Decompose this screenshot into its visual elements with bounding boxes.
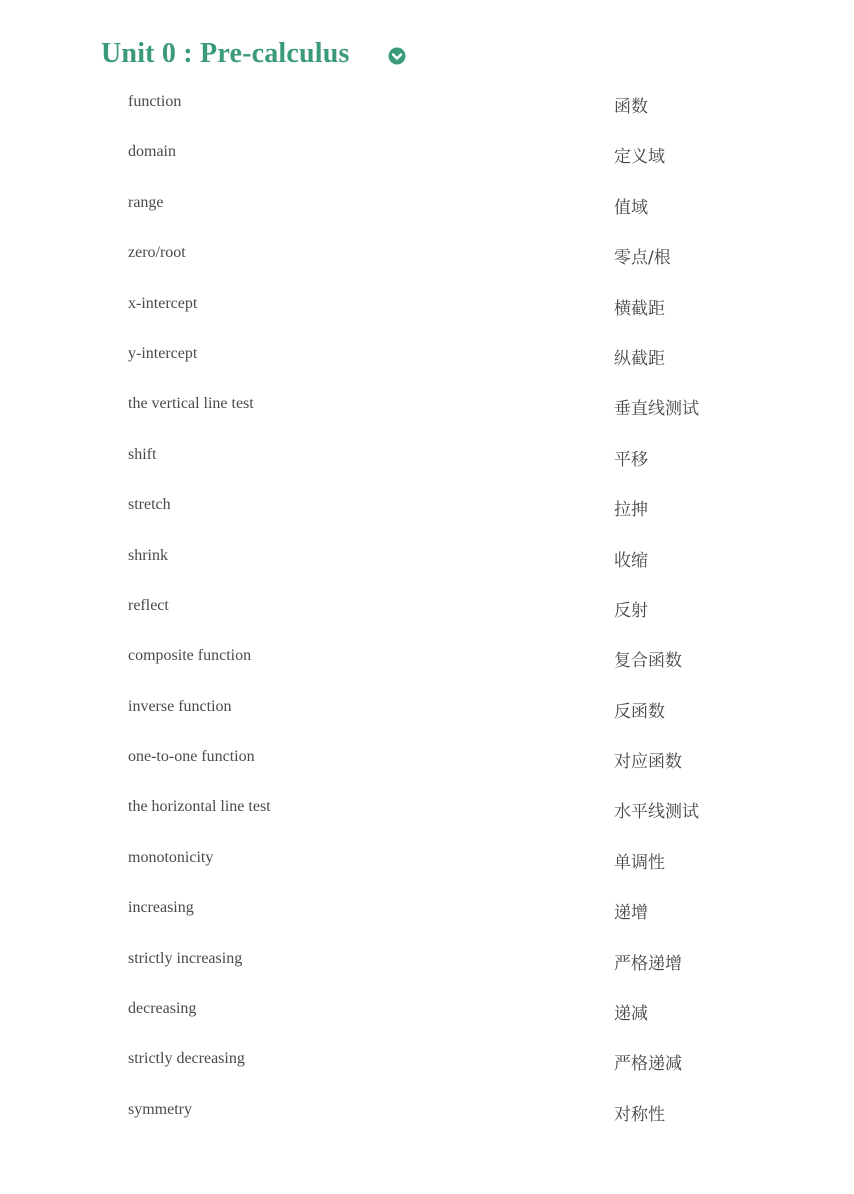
term-chinese: 递减 [614,1004,648,1025]
vocab-row [0,987,854,1037]
term-english: increasing [128,899,194,917]
term-chinese: 严格递增 [614,953,682,974]
vocab-row [0,886,854,936]
term-chinese: 值域 [614,197,648,218]
vocab-row [0,130,854,180]
term-chinese: 横截距 [614,298,665,319]
term-english: symmetry [128,1100,192,1118]
term-chinese: 对应函数 [614,752,682,773]
unit-title: Unit 0 : Pre-calculus [101,38,350,69]
unit-header [101,34,406,74]
term-chinese: 对称性 [614,1104,665,1125]
term-english: monotonicity [128,848,214,866]
term-english: decreasing [128,1000,197,1018]
term-english: zero/root [128,244,186,262]
term-chinese: 零点/根 [614,248,671,269]
term-english: shift [128,445,157,463]
term-english: domain [128,143,176,161]
term-english: shrink [128,546,168,564]
vocab-row [0,685,854,735]
vocab-row [0,634,854,684]
term-chinese: 反函数 [614,701,665,722]
term-chinese: 平移 [614,449,648,470]
term-chinese: 严格递减 [614,1054,682,1075]
term-chinese: 反射 [614,600,648,621]
vocab-row [0,1037,854,1087]
vocab-row [0,735,854,785]
vocab-row [0,433,854,483]
term-english: function [128,93,182,110]
term-chinese: 拉抻 [614,500,648,521]
chevron-down-circle-icon[interactable] [388,47,406,65]
term-chinese: 垂直线测试 [614,399,699,420]
term-english: range [128,193,164,211]
vocab-row [0,80,854,130]
term-chinese: 定义域 [614,147,665,168]
term-chinese: 水平线测试 [614,802,699,823]
term-chinese: 复合函数 [614,651,682,672]
vocab-row [0,836,854,886]
vocab-row [0,181,854,231]
term-english: strictly decreasing [128,1050,245,1068]
term-english: stretch [128,496,171,514]
term-english: y-intercept [128,344,198,362]
term-english: one-to-one function [128,748,255,766]
vocab-row [0,534,854,584]
vocab-row [0,282,854,332]
vocab-row [0,937,854,987]
term-english: the horizontal line test [128,798,271,816]
term-english: strictly increasing [128,949,243,967]
vocab-row [0,382,854,432]
term-english: composite function [128,647,252,665]
term-english: reflect [128,596,169,614]
vocab-row [0,231,854,281]
term-chinese: 单调性 [614,852,665,873]
vocabulary-list [0,80,854,1138]
vocab-row [0,332,854,382]
vocab-row [0,785,854,835]
term-chinese: 收缩 [614,550,648,571]
term-english: inverse function [128,697,232,715]
vocab-row [0,584,854,634]
term-chinese: 递增 [614,903,648,924]
vocab-row [0,483,854,533]
term-chinese: 纵截距 [614,348,665,369]
term-english: x-intercept [128,294,198,312]
vocab-row [0,1088,854,1138]
term-chinese: 函数 [614,97,648,117]
term-english: the vertical line test [128,395,254,413]
